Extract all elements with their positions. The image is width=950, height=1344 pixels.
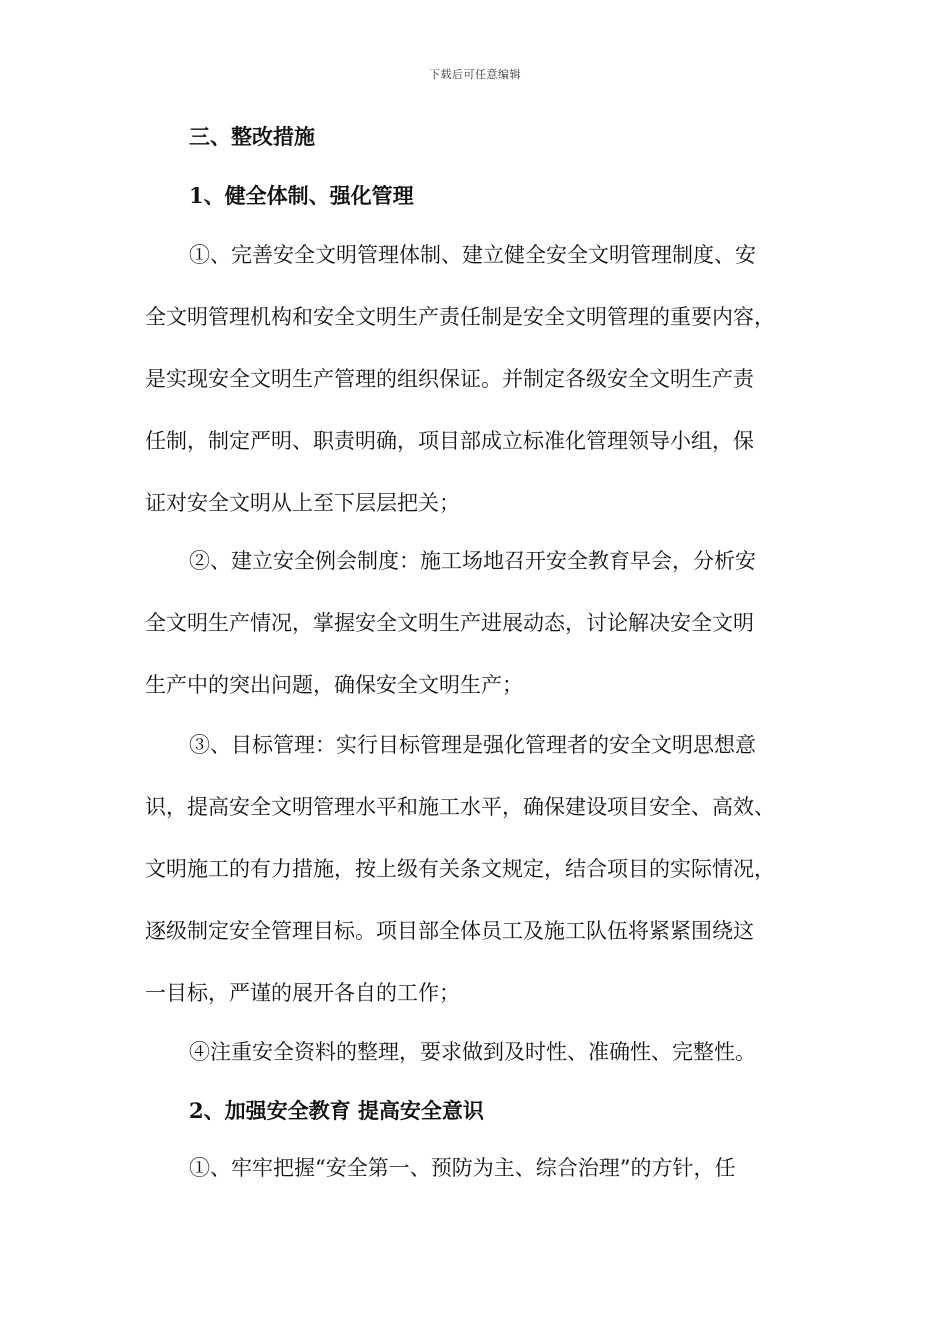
page-header-watermark: 下载后可任意编辑 [429,68,521,81]
paragraph-2-line-3: 生产中的突出问题，确保安全文明生产； [145,673,523,697]
paragraph-4-line-1: ④注重安全资料的整理，要求做到及时性、准确性、完整性。 [189,1040,756,1064]
paragraph-3-line-2: 识，提高安全文明管理水平和施工水平，确保建设项目安全、高效、 [145,795,775,819]
subsection-2-title: 2、加强安全教育 提高安全意识 [189,1098,484,1123]
paragraph-2-line-1: ②、建立安全例会制度：施工场地召开安全教育早会，分析安 [189,549,756,573]
paragraph-5-line-1: ①、牢牢把握“安全第一、预防为主、综合治理”的方针，任 [189,1156,736,1180]
subsection-1-title: 1、健全体制、强化管理 [189,183,414,208]
section-title: 三、整改措施 [189,124,315,149]
paragraph-1-line-1: ①、完善安全文明管理体制、建立健全安全文明管理制度、安 [189,243,756,267]
paragraph-1-line-5: 证对安全文明从上至下层层把关； [145,491,460,515]
paragraph-1-line-3: 是实现安全文明生产管理的组织保证。并制定各级安全文明生产责 [145,367,754,391]
paragraph-3-line-3: 文明施工的有力措施，按上级有关条文规定，结合项目的实际情况， [145,857,775,881]
paragraph-1-line-4: 任制，制定严明、职责明确，项目部成立标准化管理领导小组，保 [145,429,754,453]
paragraph-3-line-5: 一目标，严谨的展开各自的工作； [145,981,460,1005]
paragraph-3-line-4: 逐级制定安全管理目标。项目部全体员工及施工队伍将紧紧围绕这 [145,919,754,943]
paragraph-2-line-2: 全文明生产情况，掌握安全文明生产进展动态，讨论解决安全文明 [145,611,754,635]
paragraph-1-line-2: 全文明管理机构和安全文明生产责任制是安全文明管理的重要内容， [145,305,775,329]
paragraph-3-line-1: ③、目标管理：实行目标管理是强化管理者的安全文明思想意 [189,733,756,757]
